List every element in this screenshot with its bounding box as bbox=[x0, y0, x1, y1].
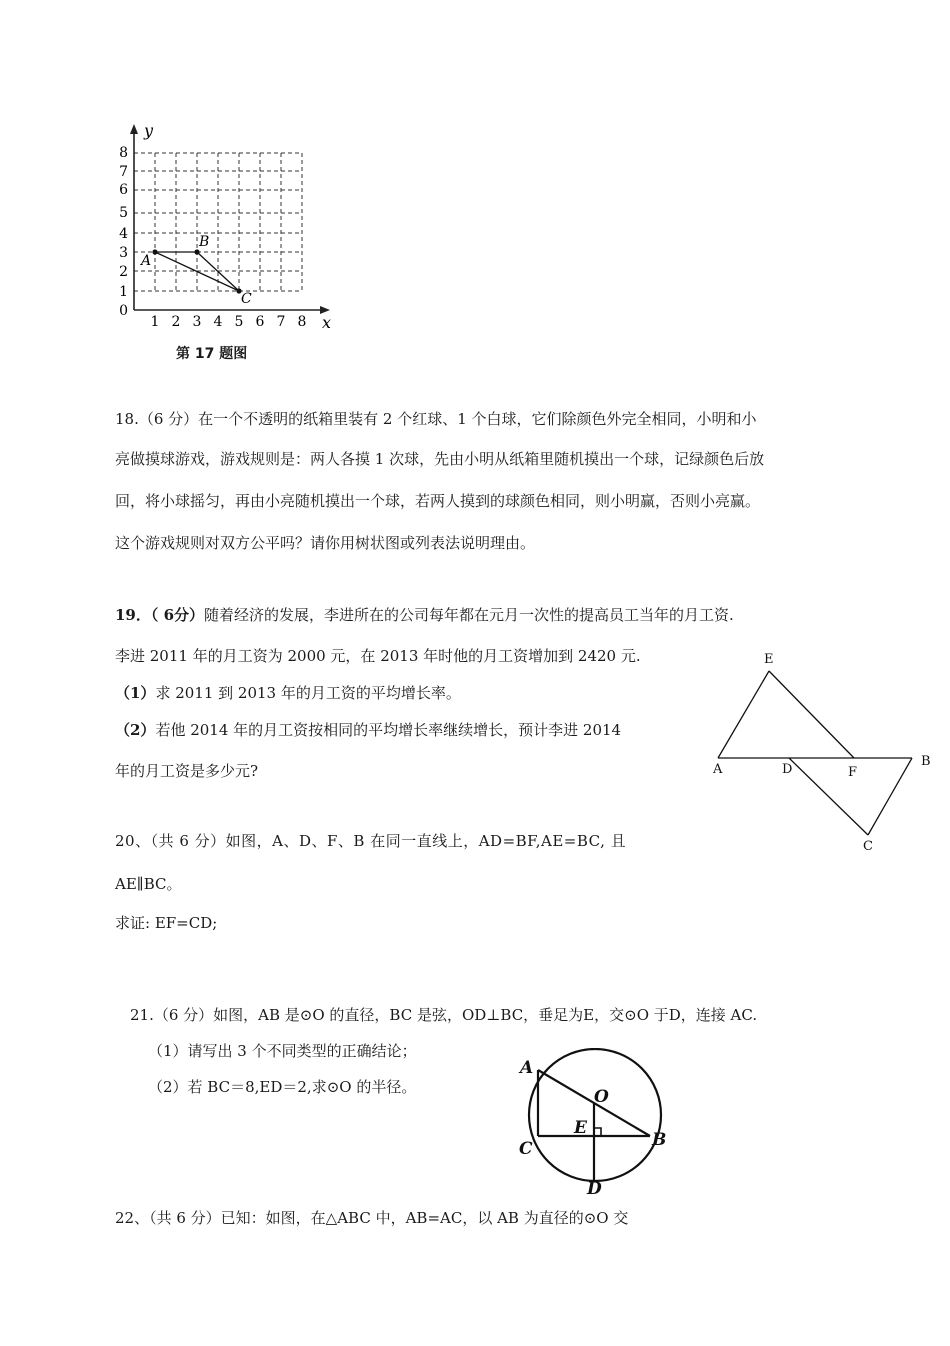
x-tick: 2 bbox=[171, 314, 181, 330]
x-tick: 3 bbox=[192, 314, 202, 330]
label-c: C bbox=[863, 839, 873, 854]
label-b: B bbox=[921, 754, 931, 769]
q20-line-2: AE∥BC。 bbox=[115, 875, 182, 893]
q19-part-2 bbox=[115, 719, 621, 740]
figure-20-triangles bbox=[700, 645, 940, 855]
figure-21-circle bbox=[510, 1048, 680, 1198]
x-tick: 5 bbox=[234, 314, 244, 330]
y-tick: 5 bbox=[119, 205, 128, 221]
y-tick: 6 bbox=[119, 182, 128, 198]
label-b: B bbox=[652, 1130, 667, 1150]
label-d: D bbox=[782, 762, 793, 777]
q19-part-1-text: 求 2011 到 2013 年的月工资的平均增长率。 bbox=[155, 684, 461, 702]
y-axis-label: y bbox=[144, 121, 154, 140]
q18-line-1: 18.（6 分）在一个不透明的纸箱里装有 2 个红球、1 个白球，它们除颜色外完全相同，小明和小 bbox=[115, 410, 757, 428]
q19-text: 随着经济的发展，李进所在的公司每年都在元月一次性的提高员工当年的月工资. bbox=[204, 606, 734, 624]
q19-part-1 bbox=[115, 682, 461, 703]
label-f: F bbox=[848, 765, 858, 780]
x-axis-label: x bbox=[322, 313, 332, 332]
figure-17-caption: 第 17 题图 bbox=[176, 346, 248, 362]
y-tick: 8 bbox=[119, 145, 128, 161]
q19-part-2-label: （2） bbox=[115, 721, 156, 739]
q19-number: 19．（ 6分） bbox=[115, 606, 205, 624]
q22-line-1: 22、（共 6 分）已知：如图，在△ABC 中，AB=AC，以 AB 为直径的⊙O 交 bbox=[115, 1209, 629, 1227]
x-tick: 1 bbox=[150, 314, 160, 330]
point-label-b: B bbox=[199, 234, 210, 250]
q18-line-4: 这个游戏规则对双方公平吗？请你用树状图或列表法说明理由。 bbox=[115, 534, 536, 552]
q19-part-1-label: （1） bbox=[115, 684, 156, 702]
figure-17-grid bbox=[110, 118, 350, 338]
label-a: A bbox=[713, 762, 723, 777]
x-tick: 4 bbox=[213, 314, 223, 330]
point-label-a: A bbox=[141, 253, 152, 269]
y-tick: 1 bbox=[119, 284, 128, 300]
q19-part-2-cont: 年的月工资是多少元? bbox=[115, 762, 259, 780]
x-tick: 8 bbox=[297, 314, 307, 330]
label-e: E bbox=[574, 1118, 587, 1138]
x-tick: 7 bbox=[276, 314, 286, 330]
q21-part-1: （1）请写出 3 个不同类型的正确结论； bbox=[148, 1042, 417, 1060]
q18-line-2: 亮做摸球游戏，游戏规则是：两人各摸 1 次球，先由小明从纸箱里随机摸出一个球，记绿颜色后放 bbox=[115, 450, 765, 468]
x-tick: 6 bbox=[255, 314, 265, 330]
q18-line-3: 回，将小球摇匀，再由小亮随机摸出一个球，若两人摸到的球颜色相同，则小明赢，否则小亮赢。 bbox=[115, 492, 761, 510]
label-c: C bbox=[519, 1139, 533, 1159]
q19-line-2: 李进 2011 年的月工资为 2000 元，在 2013 年时他的月工资增加到 2420 元. bbox=[115, 647, 641, 665]
label-o: O bbox=[594, 1087, 609, 1107]
label-a: A bbox=[520, 1058, 534, 1078]
q20-line-1: 20、（共 6 分）如图，A、D、F、B 在同一直线上，AD=BF,AE=BC, 且 bbox=[115, 832, 627, 850]
y-tick: 0 bbox=[119, 303, 128, 319]
q19-part-2-text: 若他 2014 年的月工资按相同的平均增长率继续增长，预计李进 2014 bbox=[155, 721, 622, 739]
y-tick: 3 bbox=[119, 245, 128, 261]
y-tick: 2 bbox=[119, 264, 128, 280]
label-d: D bbox=[587, 1179, 602, 1198]
label-e: E bbox=[764, 652, 774, 667]
q19-line-1 bbox=[115, 604, 734, 625]
q20-line-3: 求证: EF=CD; bbox=[115, 914, 218, 932]
q21-part-2: （2）若 BC＝8,ED＝2,求⊙O 的半径。 bbox=[148, 1078, 417, 1096]
y-tick: 4 bbox=[119, 226, 128, 242]
point-label-c: C bbox=[241, 291, 252, 307]
y-tick: 7 bbox=[119, 164, 128, 180]
q21-line-1: 21.（6 分）如图，AB 是⊙O 的直径，BC 是弦，OD⊥BC，垂足为E，交⊙O 于D，连接 AC. bbox=[130, 1006, 758, 1024]
